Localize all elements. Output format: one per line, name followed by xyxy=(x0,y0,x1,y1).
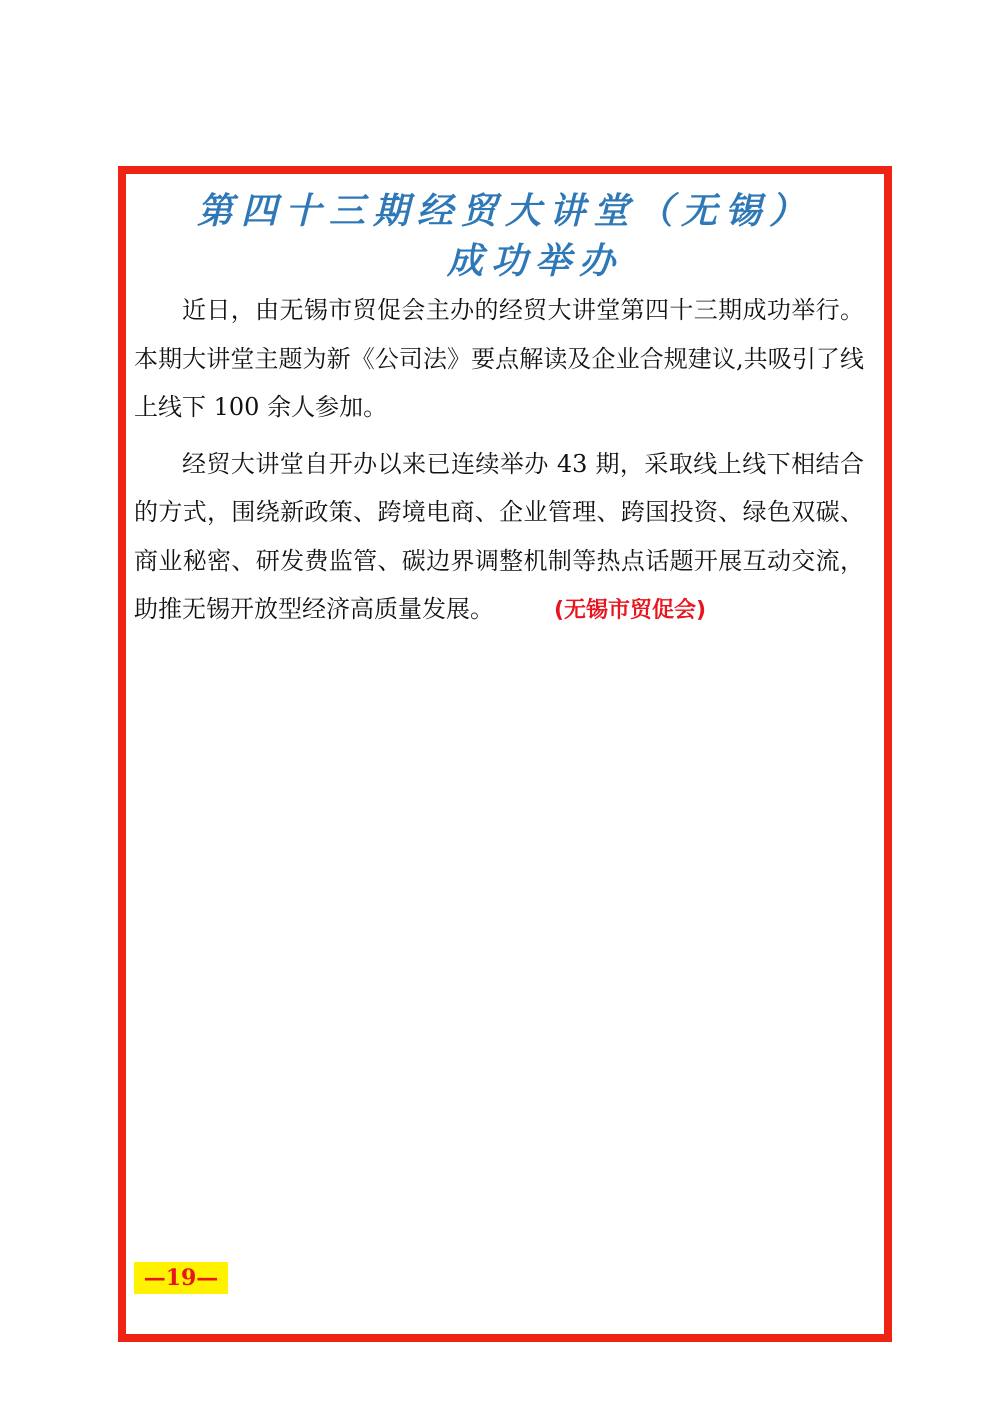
page-number: —19— xyxy=(134,1262,228,1294)
title-line-1: 第四十三期经贸大讲堂（无锡） xyxy=(196,190,813,232)
article-body xyxy=(134,286,864,636)
article-title xyxy=(126,186,884,286)
title-line-2: 成功举办 xyxy=(446,240,623,282)
paragraph-2-text: 经贸大讲堂自开办以来已连续举办 43 期，采取线上线下相结合的方式，围绕新政策、跨境电商、企业管理、跨国投资、绿色双碳、商业秘密、研发费监管、碳边界调整机制等热点话题开展互动交流，助推无锡开放型经济高质量发展。 xyxy=(134,449,864,623)
paragraph-2 xyxy=(134,440,864,636)
source-attribution: (无锡市贸促会) xyxy=(554,598,707,623)
paragraph-1: 近日，由无锡市贸促会主办的经贸大讲堂第四十三期成功举行。本期大讲堂主题为新《公司法》要点解读及企业合规建议,共吸引了线上线下 100 余人参加。 xyxy=(134,296,864,421)
